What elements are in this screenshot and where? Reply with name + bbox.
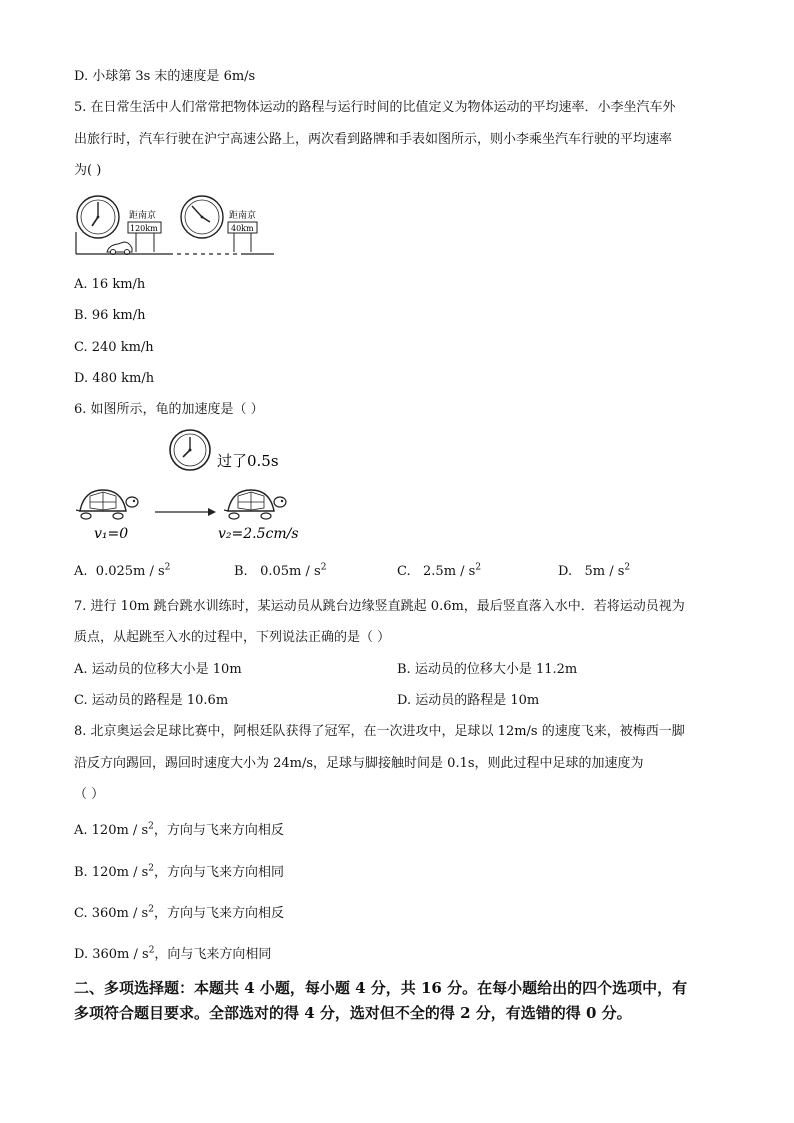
v1-label: v₁=0: [94, 526, 129, 542]
q8-option-a: A. $120m / s^2$，方向与飞来方向相反: [74, 821, 284, 838]
q6-stem: 6. 如图所示，龟的加速度是（ ）: [74, 402, 264, 417]
q5-option-a: A. 16 km/h: [74, 277, 146, 292]
clock-icon: [181, 196, 223, 238]
q4-option-d: D. 小球第 3s 末的速度是 6m/s: [74, 69, 256, 84]
q5-option-d: D. 480 km/h: [74, 371, 155, 386]
q8-stem-line2: 沿反方向踢回，踢回时速度大小为 24m/s，足球与脚接触时间是 0.1s，则此过程中足球的加速度为: [74, 756, 644, 771]
q5-stem-line3: 为( ): [74, 163, 102, 178]
q7-option-d: D. 运动员的路程是 10m: [397, 693, 540, 708]
q6-option-b: B. $0.05m / s^2$: [234, 562, 327, 579]
road-sign-1: [128, 209, 161, 252]
q6-option-a: A. $0.025m / s^2$: [74, 562, 171, 579]
sign2-title: 距南京: [229, 211, 257, 221]
q7-option-c: C. 运动员的路程是 10.6m: [74, 693, 229, 708]
q5-stem-line2: 出旅行时，汽车行驶在沪宁高速公路上，两次看到路牌和手表如图所示，则小李乘坐汽车行驶的平均速率: [74, 132, 673, 147]
turtle-icon: [224, 490, 286, 519]
q8-option-c: C. $360m / s^2$，方向与飞来方向相反: [74, 904, 284, 921]
sign2-distance: 40km: [231, 224, 254, 233]
q7-option-b: B. 运动员的位移大小是 11.2m: [397, 662, 578, 677]
section2-heading-line1: 二、多项选择题：本题共 4 小题，每小题 4 分，共 16 分。在每小题给出的四个选项中，有: [74, 979, 688, 997]
car-icon: [107, 242, 132, 255]
q6-figure: [70, 426, 330, 548]
q8-option-d: D. $360m / s^2$，向与飞来方向相同: [74, 945, 272, 962]
stopwatch-icon: [170, 430, 210, 470]
q5-option-c: C. 240 km/h: [74, 340, 154, 355]
section2-heading-line2: 多项符合题目要求。全部选对的得 4 分，选对但不全的得 2 分，有选错的得 0 分。: [74, 1004, 632, 1022]
q5-stem-line1: 5. 在日常生活中人们常常把物体运动的路程与运行时间的比值定义为物体运动的平均速率．小李坐汽车外: [74, 100, 676, 115]
elapsed-time-label: 过了0.5s: [217, 452, 279, 470]
q6-option-c: C. $2.5m / s^2$: [397, 562, 482, 579]
sign1-title: 距南京: [129, 211, 157, 221]
q5-figure: [74, 192, 284, 264]
q8-stem-line3: （ ）: [74, 787, 105, 802]
q5-option-b: B. 96 km/h: [74, 308, 146, 323]
q8-option-b: B. $120m / s^2$，方向与飞来方向相同: [74, 863, 285, 880]
arrow-icon: [155, 508, 216, 516]
q7-stem-line1: 7. 进行 10m 跳台跳水训练时，某运动员从跳台边缘竖直跳起 0.6m，最后竖直落入水中．若将运动员视为: [74, 599, 685, 614]
road-sign-2: [228, 209, 257, 252]
q6-option-d: D. $5m / s^2$: [558, 562, 631, 579]
sign1-distance: 120km: [130, 224, 158, 233]
q8-stem-line1: 8. 北京奥运会足球比赛中，阿根廷队获得了冠军，在一次进攻中，足球以 12m/s 的速度飞来，被梅西一脚: [74, 724, 685, 739]
q7-option-a: A. 运动员的位移大小是 10m: [74, 662, 242, 677]
clock-icon: [77, 196, 119, 238]
turtle-icon: [76, 490, 138, 519]
q7-stem-line2: 质点，从起跳至入水的过程中，下列说法正确的是（ ）: [74, 630, 391, 645]
v2-label: v₂=2.5cm/s: [218, 526, 299, 542]
